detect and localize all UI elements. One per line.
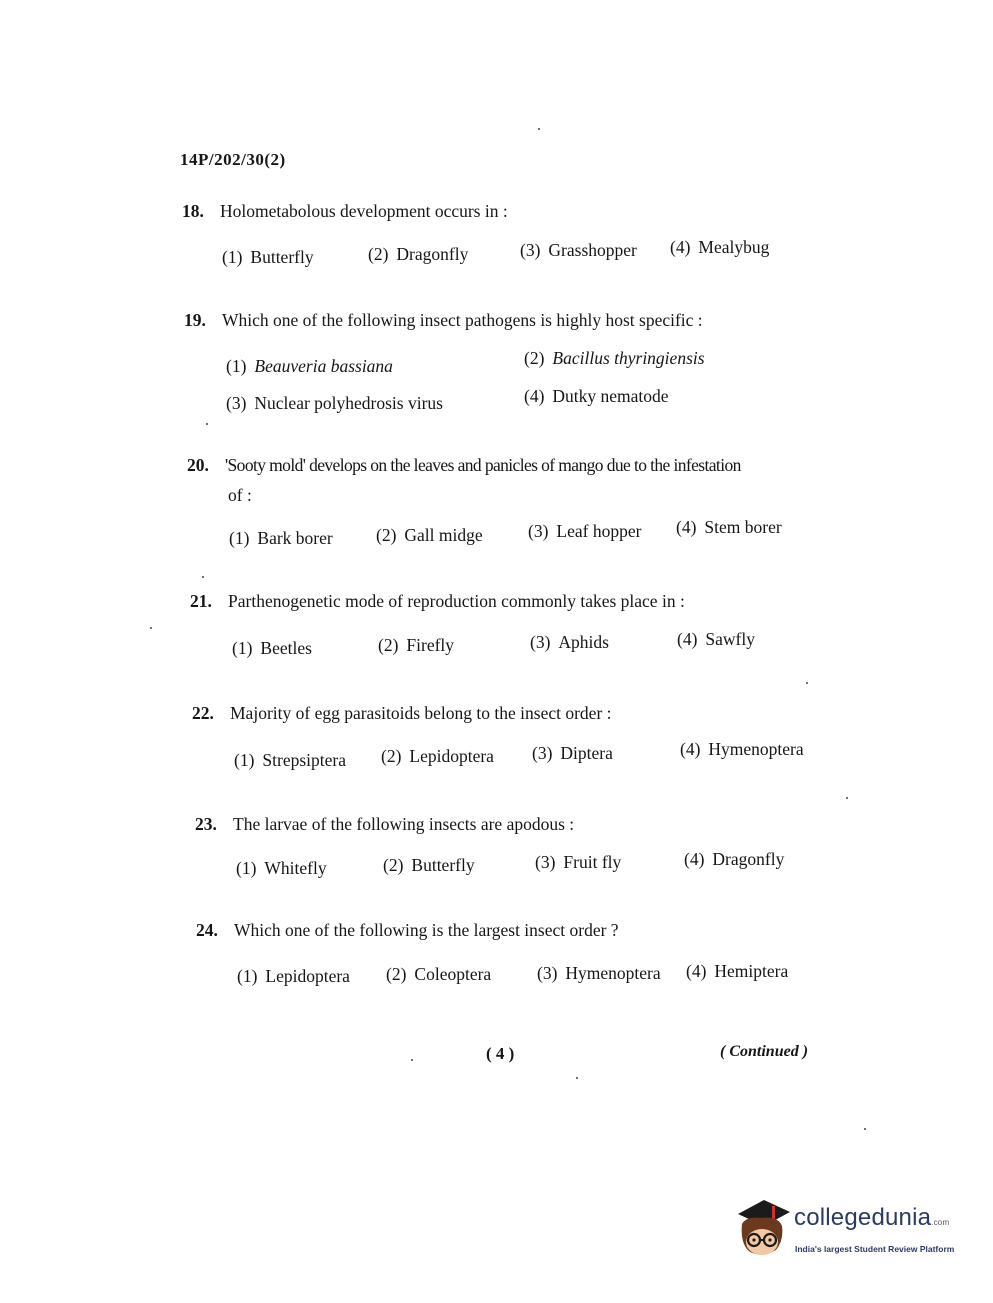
question-number: 23. xyxy=(195,814,217,834)
option-number: (4) xyxy=(686,961,707,981)
question-number: 18. xyxy=(182,201,204,221)
option-2 xyxy=(381,746,494,767)
option-number: (4) xyxy=(680,739,701,759)
option-2 xyxy=(378,635,454,656)
question-number: 24. xyxy=(196,920,218,940)
question-stem: Which one of the following is the largest insect order ? xyxy=(234,920,619,940)
option-1 xyxy=(232,638,312,659)
option-3 xyxy=(535,852,621,873)
option-label: Bark borer xyxy=(257,528,333,548)
option-label: Butterfly xyxy=(411,855,475,875)
option-1 xyxy=(236,858,327,879)
question-stem: Parthenogenetic mode of reproduction commonly takes place in : xyxy=(228,591,685,611)
scan-speck xyxy=(202,576,204,578)
question-stem: Majority of egg parasitoids belong to the insect order : xyxy=(230,703,612,723)
option-2 xyxy=(386,964,491,985)
logo-wordmark xyxy=(794,1204,949,1232)
scan-speck xyxy=(864,1128,866,1130)
option-3 xyxy=(528,521,641,542)
logo-tagline: India's largest Student Review Platform xyxy=(795,1244,955,1254)
option-label: Coleoptera xyxy=(414,964,492,984)
option-number: (1) xyxy=(234,750,255,770)
scan-speck xyxy=(206,423,208,425)
option-label: Dragonfly xyxy=(712,849,785,869)
scan-speck xyxy=(576,1077,578,1079)
option-4 xyxy=(670,237,769,258)
option-number: (3) xyxy=(537,963,558,983)
question-text xyxy=(195,814,574,835)
option-number: (3) xyxy=(520,240,541,260)
option-number: (1) xyxy=(222,247,243,267)
scan-speck xyxy=(411,1059,413,1061)
option-number: (2) xyxy=(383,855,404,875)
option-number: (2) xyxy=(524,348,545,368)
mascot-icon xyxy=(732,1196,792,1260)
option-number: (2) xyxy=(381,746,402,766)
scan-speck xyxy=(806,682,808,684)
option-number: (2) xyxy=(368,244,389,264)
scan-speck xyxy=(538,128,540,130)
option-label: Dragonfly xyxy=(396,244,469,264)
option-number: (3) xyxy=(535,852,556,872)
option-number: (2) xyxy=(376,525,397,545)
option-label: Lepidoptera xyxy=(409,746,494,766)
option-number: (2) xyxy=(378,635,399,655)
question-number: 21. xyxy=(190,591,212,611)
option-label: Aphids xyxy=(558,632,609,652)
question-stem: Holometabolous development occurs in : xyxy=(220,201,508,221)
option-number: (3) xyxy=(532,743,553,763)
question-text xyxy=(182,201,508,222)
option-label: Gall midge xyxy=(404,525,483,545)
question-stem: Which one of the following insect pathogens is highly host specific : xyxy=(222,310,703,330)
option-3 xyxy=(532,743,613,764)
option-number: (1) xyxy=(226,356,247,376)
question-text xyxy=(187,455,741,476)
option-label: Fruit fly xyxy=(563,852,622,872)
option-number: (4) xyxy=(677,629,698,649)
question-text-continued: of : xyxy=(228,485,252,505)
option-3 xyxy=(226,393,443,414)
option-4 xyxy=(676,517,782,538)
collegedunia-logo xyxy=(732,1196,962,1260)
option-number: (3) xyxy=(530,632,551,652)
logo-suffix: .com xyxy=(931,1218,950,1227)
option-label: Butterfly xyxy=(250,247,314,267)
question-text xyxy=(184,310,703,331)
option-label: Dutky nematode xyxy=(552,386,669,406)
option-number: (3) xyxy=(226,393,247,413)
option-label: Leaf hopper xyxy=(556,521,642,541)
scan-speck xyxy=(150,627,152,629)
option-2 xyxy=(524,348,705,369)
option-1 xyxy=(229,528,333,549)
option-label: Bacillus thyringiensis xyxy=(552,348,705,368)
option-2 xyxy=(376,525,483,546)
option-number: (4) xyxy=(684,849,705,869)
option-label: Mealybug xyxy=(698,237,770,257)
page-number: ( 4 ) xyxy=(486,1044,515,1063)
option-label: Nuclear polyhedrosis virus xyxy=(254,393,443,413)
option-3 xyxy=(520,240,637,261)
option-number: (2) xyxy=(386,964,407,984)
option-number: (3) xyxy=(528,521,549,541)
option-label: Whitefly xyxy=(264,858,327,878)
page-code: 14P/202/30(2) xyxy=(180,150,286,169)
question-stem: The larvae of the following insects are apodous : xyxy=(233,814,575,834)
option-label: Firefly xyxy=(406,635,455,655)
option-4 xyxy=(680,739,804,760)
continued-label: ( Continued ) xyxy=(720,1043,809,1060)
option-label: Beetles xyxy=(260,638,312,658)
option-4 xyxy=(524,386,669,407)
logo-name: collegedunia xyxy=(794,1204,932,1231)
option-label: Sawfly xyxy=(705,629,755,649)
option-2 xyxy=(383,855,475,876)
option-number: (4) xyxy=(670,237,691,257)
question-number: 20. xyxy=(187,455,209,475)
option-number: (4) xyxy=(676,517,697,537)
question-text xyxy=(192,703,612,724)
option-3 xyxy=(530,632,609,653)
question-number: 22. xyxy=(192,703,214,723)
option-label: Strepsiptera xyxy=(262,750,346,770)
option-label: Grasshopper xyxy=(548,240,637,260)
option-1 xyxy=(222,247,314,268)
question-text xyxy=(196,920,619,941)
scan-speck xyxy=(846,797,848,799)
option-label: Hymenoptera xyxy=(708,739,804,759)
option-3 xyxy=(537,963,661,984)
option-1 xyxy=(237,966,350,987)
option-number: (1) xyxy=(237,966,258,986)
option-label: Diptera xyxy=(560,743,613,763)
option-2 xyxy=(368,244,468,265)
option-label: Hymenoptera xyxy=(565,963,661,983)
option-label: Hemiptera xyxy=(714,961,789,981)
option-label: Stem borer xyxy=(704,517,782,537)
option-number: (1) xyxy=(236,858,257,878)
question-stem: 'Sooty mold' develops on the leaves and panicles of mango due to the infestation xyxy=(225,455,741,475)
question-text xyxy=(190,591,685,612)
option-4 xyxy=(686,961,788,982)
question-number: 19. xyxy=(184,310,206,330)
option-1 xyxy=(234,750,346,771)
option-4 xyxy=(677,629,755,650)
option-label: Lepidoptera xyxy=(265,966,350,986)
option-4 xyxy=(684,849,784,870)
option-number: (1) xyxy=(229,528,250,548)
option-number: (1) xyxy=(232,638,253,658)
option-number: (4) xyxy=(524,386,545,406)
option-1 xyxy=(226,356,393,377)
option-label: Beauveria bassiana xyxy=(254,356,393,376)
